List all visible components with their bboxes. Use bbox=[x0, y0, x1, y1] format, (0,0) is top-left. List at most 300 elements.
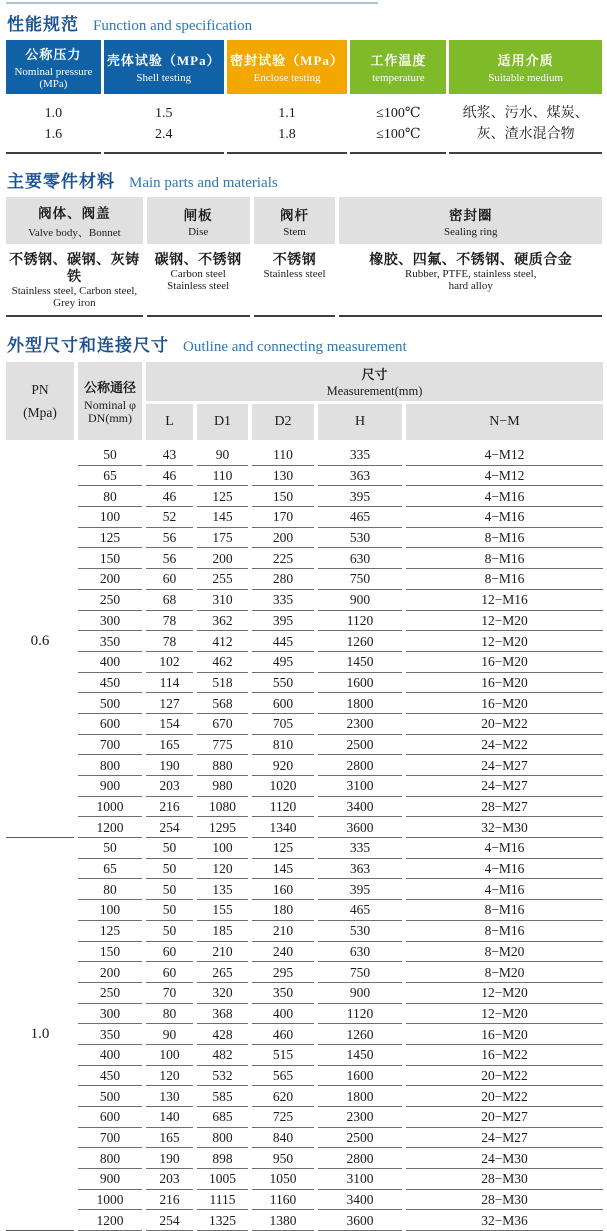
materials-value-column-3 bbox=[339, 252, 602, 309]
dims-cell: 900 bbox=[78, 776, 142, 797]
materials-value-en-line: hard alloy bbox=[448, 279, 493, 292]
dims-cell: 1450 bbox=[318, 1045, 402, 1066]
dims-cell: 362 bbox=[197, 611, 248, 632]
dims-cell: 12−M20 bbox=[406, 631, 603, 652]
dims-cell: 16−M20 bbox=[406, 693, 603, 714]
top-rule bbox=[6, 2, 378, 4]
dims-cell: 32−M30 bbox=[406, 817, 603, 838]
spec-bottom-seg-1 bbox=[104, 152, 224, 154]
dims-cell: 395 bbox=[252, 611, 314, 632]
materials-header-cell-3 bbox=[339, 197, 602, 244]
dims-pn-group-label-1.0: 1.0 bbox=[6, 838, 74, 1231]
dims-cell: 1080 bbox=[197, 797, 248, 818]
dims-cell: 12−M20 bbox=[406, 983, 603, 1004]
dims-cell: 800 bbox=[197, 1128, 248, 1149]
dims-cell: 725 bbox=[252, 1107, 314, 1128]
materials-value-en-line: Stainless steel bbox=[167, 279, 230, 292]
dims-cell: 1200 bbox=[78, 1210, 142, 1231]
materials-header-zh: 闸板 bbox=[183, 207, 213, 223]
dims-cell: 65 bbox=[78, 859, 142, 880]
dims-cell: 200 bbox=[78, 569, 142, 590]
materials-header-en: Sealing ring bbox=[443, 225, 498, 238]
dims-cell: 1260 bbox=[318, 1024, 402, 1045]
dims-cell: 20−M22 bbox=[406, 714, 603, 735]
dims-cell: 255 bbox=[197, 569, 248, 590]
materials-header-cell-1 bbox=[147, 197, 250, 244]
dims-cell: 840 bbox=[252, 1128, 314, 1149]
dims-cell: 3600 bbox=[318, 1210, 402, 1231]
dims-cell: 180 bbox=[252, 900, 314, 921]
dims-header-group-zh: 尺寸 bbox=[361, 367, 388, 382]
dims-cell: 250 bbox=[78, 590, 142, 611]
materials-header-zh: 密封圈 bbox=[448, 207, 493, 223]
dims-cell: 900 bbox=[318, 983, 402, 1004]
dims-cell: 630 bbox=[318, 942, 402, 963]
dims-cell: 90 bbox=[197, 445, 248, 466]
dims-header-dn-en2: DN(mm) bbox=[88, 411, 132, 425]
dims-cell: 125 bbox=[252, 838, 314, 859]
dims-cell: 216 bbox=[146, 797, 193, 818]
dims-cell: 28−M30 bbox=[406, 1169, 603, 1190]
dims-subheader-D2: D2 bbox=[252, 404, 314, 440]
spec-value: 2.4 bbox=[154, 127, 173, 142]
dims-cell: 550 bbox=[252, 673, 314, 694]
materials-bottom-seg-3 bbox=[339, 315, 602, 317]
dims-title-zh: 外型尺寸和连接尺寸 bbox=[7, 336, 169, 355]
dims-cell: 300 bbox=[78, 611, 142, 632]
dims-cell: 154 bbox=[146, 714, 193, 735]
dims-cell: 50 bbox=[146, 900, 193, 921]
dims-cell: 60 bbox=[146, 569, 193, 590]
dims-cell: 60 bbox=[146, 962, 193, 983]
dims-header-pn bbox=[6, 362, 74, 440]
dims-cell: 16−M22 bbox=[406, 1045, 603, 1066]
dims-cell: 482 bbox=[197, 1045, 248, 1066]
dims-cell: 295 bbox=[252, 962, 314, 983]
dims-cell: 240 bbox=[252, 942, 314, 963]
dims-subheader-H: H bbox=[318, 404, 402, 440]
dims-cell: 3100 bbox=[318, 776, 402, 797]
dims-cell: 2500 bbox=[318, 735, 402, 756]
dims-cell: 145 bbox=[197, 507, 248, 528]
spec-header-en: temperature bbox=[372, 72, 425, 84]
dims-cell: 125 bbox=[78, 528, 142, 549]
dims-cell: 12−M20 bbox=[406, 611, 603, 632]
dims-cell: 2300 bbox=[318, 714, 402, 735]
materials-bottom-seg-1 bbox=[147, 315, 250, 317]
dims-cell: 335 bbox=[252, 590, 314, 611]
dims-cell: 52 bbox=[146, 507, 193, 528]
dims-cell: 56 bbox=[146, 528, 193, 549]
dims-cell: 810 bbox=[252, 735, 314, 756]
dims-cell: 203 bbox=[146, 1169, 193, 1190]
spec-header-en: Enclose testing bbox=[253, 72, 321, 84]
spec-title-zh: 性能规范 bbox=[7, 15, 79, 34]
materials-table-header bbox=[6, 197, 602, 244]
materials-header-cell-0 bbox=[6, 197, 143, 244]
dims-cell: 200 bbox=[252, 528, 314, 549]
dims-cell: 350 bbox=[78, 1024, 142, 1045]
materials-value-zh: 碳钢、不锈钢 bbox=[154, 253, 242, 268]
dims-cell: 114 bbox=[146, 673, 193, 694]
dims-cell: 46 bbox=[146, 486, 193, 507]
catalog-page bbox=[0, 2, 607, 1231]
dims-cell: 50 bbox=[146, 838, 193, 859]
dims-cell: 16−M20 bbox=[406, 652, 603, 673]
dims-cell: 400 bbox=[78, 652, 142, 673]
dims-header-dn-zh: 公称通径 bbox=[83, 380, 136, 395]
dims-cell: 12−M16 bbox=[406, 590, 603, 611]
materials-header-en: Stem bbox=[283, 225, 306, 238]
spec-header-zh: 适用介质 bbox=[497, 53, 554, 68]
dims-cell: 750 bbox=[318, 569, 402, 590]
spec-value: 1.8 bbox=[278, 127, 296, 142]
dims-cell: 465 bbox=[318, 507, 402, 528]
dims-cell: 1340 bbox=[252, 817, 314, 838]
materials-section-title bbox=[7, 167, 602, 192]
dims-cell: 1380 bbox=[252, 1210, 314, 1231]
dims-cell: 4−M12 bbox=[406, 466, 603, 487]
dims-header-dn bbox=[78, 362, 142, 440]
spec-header-zh: 工作温度 bbox=[370, 53, 427, 68]
dims-cell: 428 bbox=[197, 1024, 248, 1045]
dims-cell: 445 bbox=[252, 631, 314, 652]
dims-cell: 1200 bbox=[78, 817, 142, 838]
dims-cell: 190 bbox=[146, 1148, 193, 1169]
dims-cell: 130 bbox=[146, 1086, 193, 1107]
dims-cell: 210 bbox=[197, 942, 248, 963]
dims-cell: 363 bbox=[318, 466, 402, 487]
dims-cell: 462 bbox=[197, 652, 248, 673]
dims-cell: 1020 bbox=[252, 776, 314, 797]
materials-value-en-line: Grey iron bbox=[53, 296, 96, 309]
dims-section-title bbox=[7, 331, 602, 356]
dims-cell: 1120 bbox=[252, 797, 314, 818]
dims-cell: 4−M16 bbox=[406, 486, 603, 507]
dims-cell: 2800 bbox=[318, 1148, 402, 1169]
dims-cell: 630 bbox=[318, 548, 402, 569]
dims-cell: 4−M16 bbox=[406, 859, 603, 880]
spec-header-en: Nominal pressure (MPa) bbox=[14, 66, 93, 90]
dims-cell: 775 bbox=[197, 735, 248, 756]
dims-cell: 110 bbox=[252, 445, 314, 466]
dims-cell: 400 bbox=[252, 1004, 314, 1025]
dims-cell: 80 bbox=[78, 879, 142, 900]
dims-cell: 165 bbox=[146, 735, 193, 756]
spec-value: ≤100℃ bbox=[376, 106, 421, 121]
spec-bottom-seg-4 bbox=[449, 152, 602, 154]
dims-cell: 100 bbox=[78, 507, 142, 528]
dims-cell: 32−M36 bbox=[406, 1210, 603, 1231]
dims-cell: 1115 bbox=[197, 1190, 248, 1211]
dims-cell: 1160 bbox=[252, 1190, 314, 1211]
materials-header-cell-2 bbox=[254, 197, 336, 244]
dims-cell: 1120 bbox=[318, 1004, 402, 1025]
dims-cell: 1000 bbox=[78, 1190, 142, 1211]
dims-cell: 500 bbox=[78, 1086, 142, 1107]
dims-cell: 70 bbox=[146, 983, 193, 1004]
spec-table-bottom-rule bbox=[6, 152, 602, 154]
dims-cell: 900 bbox=[318, 590, 402, 611]
spec-medium-line: 纸浆、污水、煤炭、 bbox=[462, 106, 589, 121]
materials-header-en: Dise bbox=[188, 225, 209, 238]
dims-header-pn-line2: (Mpa) bbox=[23, 404, 57, 420]
dims-cell: 450 bbox=[78, 673, 142, 694]
dims-cell: 530 bbox=[318, 921, 402, 942]
materials-header-zh: 阀杆 bbox=[280, 207, 310, 223]
spec-header-en: Shell testing bbox=[136, 72, 192, 84]
dims-cell: 225 bbox=[252, 548, 314, 569]
dims-cell: 800 bbox=[78, 755, 142, 776]
spec-value: 1.0 bbox=[44, 106, 63, 121]
dims-cell: 8−M16 bbox=[406, 921, 603, 942]
dims-cell: 1295 bbox=[197, 817, 248, 838]
dims-cell: 335 bbox=[318, 838, 402, 859]
dims-cell: 412 bbox=[197, 631, 248, 652]
dims-cell: 3400 bbox=[318, 1190, 402, 1211]
materials-header-zh: 阀体、阀盖 bbox=[38, 205, 111, 221]
dims-cell: 1325 bbox=[197, 1210, 248, 1231]
dims-cell: 50 bbox=[146, 879, 193, 900]
dims-cell: 80 bbox=[78, 486, 142, 507]
spec-header-cell-3 bbox=[350, 40, 446, 94]
dims-cell: 335 bbox=[318, 445, 402, 466]
materials-value-en-line: Carbon steel bbox=[170, 268, 226, 280]
dims-title-en: Outline and connecting measurement bbox=[183, 339, 407, 355]
dims-cell: 127 bbox=[146, 693, 193, 714]
dims-cell: 20−M22 bbox=[406, 1086, 603, 1107]
dims-cell: 120 bbox=[146, 1066, 193, 1087]
dims-cell: 65 bbox=[78, 466, 142, 487]
dims-cell: 1000 bbox=[78, 797, 142, 818]
spec-bottom-seg-3 bbox=[350, 152, 446, 154]
dims-cell: 700 bbox=[78, 735, 142, 756]
dims-cell: 530 bbox=[318, 528, 402, 549]
dims-header-pn-line1: PN bbox=[31, 381, 49, 397]
spec-value: 1.5 bbox=[154, 106, 173, 121]
dims-cell: 100 bbox=[197, 838, 248, 859]
dims-header-measurement-group bbox=[146, 362, 603, 401]
dims-cell: 750 bbox=[318, 962, 402, 983]
dims-cell: 20−M22 bbox=[406, 1066, 603, 1087]
dims-table-body bbox=[6, 445, 602, 1231]
dims-cell: 1800 bbox=[318, 693, 402, 714]
dims-cell: 363 bbox=[318, 859, 402, 880]
dims-header-group-en: Measurement(mm) bbox=[326, 384, 423, 398]
dims-cell: 46 bbox=[146, 466, 193, 487]
dims-cell: 8−M16 bbox=[406, 528, 603, 549]
dims-cell: 170 bbox=[252, 507, 314, 528]
dims-cell: 50 bbox=[78, 445, 142, 466]
dims-cell: 1450 bbox=[318, 652, 402, 673]
dims-cell: 24−M30 bbox=[406, 1148, 603, 1169]
materials-value-column-1 bbox=[147, 252, 250, 309]
dims-cell: 8−M16 bbox=[406, 900, 603, 921]
spec-value-column-3 bbox=[350, 103, 446, 145]
dims-cell: 395 bbox=[318, 486, 402, 507]
dims-cell: 130 bbox=[252, 466, 314, 487]
dims-cell: 3600 bbox=[318, 817, 402, 838]
dims-cell: 250 bbox=[78, 983, 142, 1004]
spec-header-zh: 密封试验（MPa） bbox=[230, 53, 344, 68]
dims-cell: 1120 bbox=[318, 611, 402, 632]
dims-cell: 705 bbox=[252, 714, 314, 735]
dims-cell: 880 bbox=[197, 755, 248, 776]
spec-header-en: Suitable medium bbox=[488, 72, 564, 84]
dims-cell: 300 bbox=[78, 1004, 142, 1025]
dims-cell: 185 bbox=[197, 921, 248, 942]
dims-cell: 565 bbox=[252, 1066, 314, 1087]
dims-cell: 4−M16 bbox=[406, 838, 603, 859]
dims-cell: 800 bbox=[78, 1148, 142, 1169]
dims-cell: 280 bbox=[252, 569, 314, 590]
materials-bottom-seg-0 bbox=[6, 315, 143, 317]
materials-value-column-2 bbox=[254, 252, 336, 309]
spec-section-title bbox=[7, 10, 602, 35]
spec-header-cell-4 bbox=[449, 40, 602, 94]
materials-bottom-seg-2 bbox=[254, 315, 336, 317]
dims-cell: 50 bbox=[146, 859, 193, 880]
dims-cell: 8−M20 bbox=[406, 942, 603, 963]
dims-cell: 80 bbox=[146, 1004, 193, 1025]
dims-cell: 145 bbox=[252, 859, 314, 880]
dims-cell: 16−M20 bbox=[406, 1024, 603, 1045]
dims-cell: 568 bbox=[197, 693, 248, 714]
dims-cell: 125 bbox=[197, 486, 248, 507]
spec-header-cell-0 bbox=[6, 40, 101, 94]
dims-cell: 620 bbox=[252, 1086, 314, 1107]
dims-cell: 4−M12 bbox=[406, 445, 603, 466]
dims-cell: 165 bbox=[146, 1128, 193, 1149]
materials-title-en: Main parts and materials bbox=[129, 175, 278, 191]
spec-table-header bbox=[6, 40, 602, 94]
dims-cell: 56 bbox=[146, 548, 193, 569]
dims-cell: 980 bbox=[197, 776, 248, 797]
dims-cell: 4−M16 bbox=[406, 507, 603, 528]
dims-cell: 90 bbox=[146, 1024, 193, 1045]
dims-cell: 120 bbox=[197, 859, 248, 880]
dims-cell: 500 bbox=[78, 693, 142, 714]
dims-cell: 28−M30 bbox=[406, 1190, 603, 1211]
dims-cell: 43 bbox=[146, 445, 193, 466]
dims-cell: 60 bbox=[146, 942, 193, 963]
dims-cell: 203 bbox=[146, 776, 193, 797]
dims-cell: 155 bbox=[197, 900, 248, 921]
dims-cell: 400 bbox=[78, 1045, 142, 1066]
dims-cell: 160 bbox=[252, 879, 314, 900]
spec-value-column-0 bbox=[6, 103, 101, 145]
materials-title-zh: 主要零件材料 bbox=[7, 172, 115, 191]
dims-cell: 102 bbox=[146, 652, 193, 673]
dims-cell: 254 bbox=[146, 817, 193, 838]
dims-cell: 50 bbox=[146, 921, 193, 942]
dims-cell: 685 bbox=[197, 1107, 248, 1128]
spec-header-cell-1 bbox=[104, 40, 224, 94]
dims-cell: 460 bbox=[252, 1024, 314, 1045]
dims-cell: 350 bbox=[252, 983, 314, 1004]
dims-cell: 200 bbox=[78, 962, 142, 983]
dims-cell: 24−M27 bbox=[406, 1128, 603, 1149]
materials-header-en: Valve body、Bonnet bbox=[28, 226, 121, 239]
dims-subheader-N−M: N−M bbox=[406, 404, 603, 440]
dims-cell: 210 bbox=[252, 921, 314, 942]
dims-cell: 2300 bbox=[318, 1107, 402, 1128]
dims-cell: 1005 bbox=[197, 1169, 248, 1190]
dims-cell: 100 bbox=[146, 1045, 193, 1066]
spec-header-zh: 公称压力 bbox=[25, 47, 82, 62]
dims-cell: 28−M27 bbox=[406, 797, 603, 818]
dims-cell: 600 bbox=[252, 693, 314, 714]
dims-cell: 350 bbox=[78, 631, 142, 652]
dims-cell: 8−M16 bbox=[406, 569, 603, 590]
dims-cell: 150 bbox=[78, 548, 142, 569]
dims-cell: 495 bbox=[252, 652, 314, 673]
materials-table-bottom-rule bbox=[6, 315, 602, 317]
dims-cell: 600 bbox=[78, 714, 142, 735]
dims-subheader-L: L bbox=[146, 404, 193, 440]
dims-cell: 1600 bbox=[318, 1066, 402, 1087]
materials-value-en-line: Stainless steel, Carbon steel, bbox=[11, 285, 138, 297]
dims-table-header bbox=[6, 362, 602, 440]
dims-cell: 78 bbox=[146, 611, 193, 632]
dims-cell: 68 bbox=[146, 590, 193, 611]
dims-cell: 190 bbox=[146, 755, 193, 776]
dims-cell: 450 bbox=[78, 1066, 142, 1087]
dims-cell: 16−M20 bbox=[406, 673, 603, 694]
dims-cell: 368 bbox=[197, 1004, 248, 1025]
materials-value-zh: 不锈钢、碳钢、灰铸铁 bbox=[9, 253, 140, 285]
spec-bottom-seg-2 bbox=[227, 152, 348, 154]
dims-cell: 320 bbox=[197, 983, 248, 1004]
dims-cell: 670 bbox=[197, 714, 248, 735]
dims-cell: 2800 bbox=[318, 755, 402, 776]
materials-value-column-0 bbox=[6, 252, 143, 309]
dims-cell: 78 bbox=[146, 631, 193, 652]
materials-value-zh: 橡胶、四氟、不锈钢、硬质合金 bbox=[369, 253, 573, 268]
dims-cell: 585 bbox=[197, 1086, 248, 1107]
spec-header-zh: 壳体试验（MPa） bbox=[106, 53, 221, 68]
dims-cell: 518 bbox=[197, 673, 248, 694]
spec-header-cell-2 bbox=[227, 40, 348, 94]
dims-cell: 135 bbox=[197, 879, 248, 900]
dims-cell: 465 bbox=[318, 900, 402, 921]
dims-cell: 110 bbox=[197, 466, 248, 487]
spec-value-column-2 bbox=[227, 103, 348, 145]
dims-cell: 3400 bbox=[318, 797, 402, 818]
dims-cell: 265 bbox=[197, 962, 248, 983]
dims-cell: 950 bbox=[252, 1148, 314, 1169]
spec-medium-column bbox=[449, 103, 602, 145]
dims-cell: 100 bbox=[78, 900, 142, 921]
dims-cell: 140 bbox=[146, 1107, 193, 1128]
dims-cell: 24−M27 bbox=[406, 755, 603, 776]
dims-cell: 2500 bbox=[318, 1128, 402, 1149]
spec-value-column-1 bbox=[104, 103, 224, 145]
dims-cell: 150 bbox=[252, 486, 314, 507]
spec-medium-line: 灰、渣水混合物 bbox=[476, 127, 575, 142]
dims-cell: 310 bbox=[197, 590, 248, 611]
spec-bottom-seg-0 bbox=[6, 152, 101, 154]
dims-cell: 1800 bbox=[318, 1086, 402, 1107]
dims-cell: 12−M20 bbox=[406, 1004, 603, 1025]
dims-cell: 898 bbox=[197, 1148, 248, 1169]
dims-cell: 8−M16 bbox=[406, 548, 603, 569]
dims-cell: 24−M27 bbox=[406, 776, 603, 797]
dims-cell: 125 bbox=[78, 921, 142, 942]
dims-cell: 700 bbox=[78, 1128, 142, 1149]
dims-cell: 1600 bbox=[318, 673, 402, 694]
dims-cell: 1260 bbox=[318, 631, 402, 652]
